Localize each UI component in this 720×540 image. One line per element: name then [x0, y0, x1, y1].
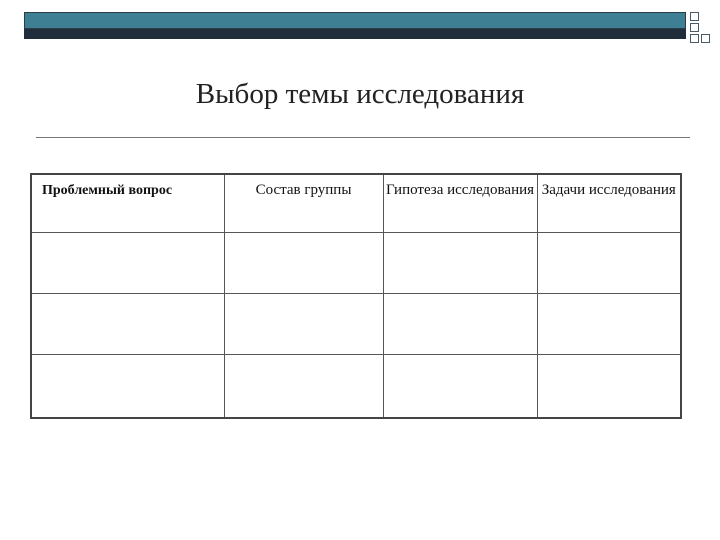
table-row [31, 233, 681, 294]
table-cell[interactable] [537, 355, 681, 419]
table-cell[interactable] [383, 355, 537, 419]
table-cell[interactable] [31, 355, 224, 419]
table-cell[interactable] [31, 233, 224, 294]
column-header-problem: Проблемный вопрос [31, 174, 224, 233]
decor-square [701, 34, 710, 43]
table-cell[interactable] [383, 294, 537, 355]
decor-square [690, 23, 699, 32]
decor-square [690, 12, 699, 21]
column-header-group: Состав группы [224, 174, 383, 233]
column-header-tasks: Задачи исследования [537, 174, 681, 233]
header-bar [24, 12, 686, 29]
slide-title: Выбор темы исследования [195, 78, 525, 110]
title-divider [36, 137, 690, 138]
table-cell[interactable] [224, 294, 383, 355]
table-cell[interactable] [537, 233, 681, 294]
column-header-hypothesis: Гипотеза исследования [383, 174, 537, 233]
table-row [31, 294, 681, 355]
decor-square [690, 34, 699, 43]
table-header-row [31, 174, 681, 233]
table-row [31, 355, 681, 419]
table-cell[interactable] [383, 233, 537, 294]
table-cell[interactable] [224, 355, 383, 419]
header-stripe [24, 29, 686, 39]
table-cell[interactable] [224, 233, 383, 294]
table-cell[interactable] [537, 294, 681, 355]
research-table [30, 173, 682, 419]
table-cell[interactable] [31, 294, 224, 355]
